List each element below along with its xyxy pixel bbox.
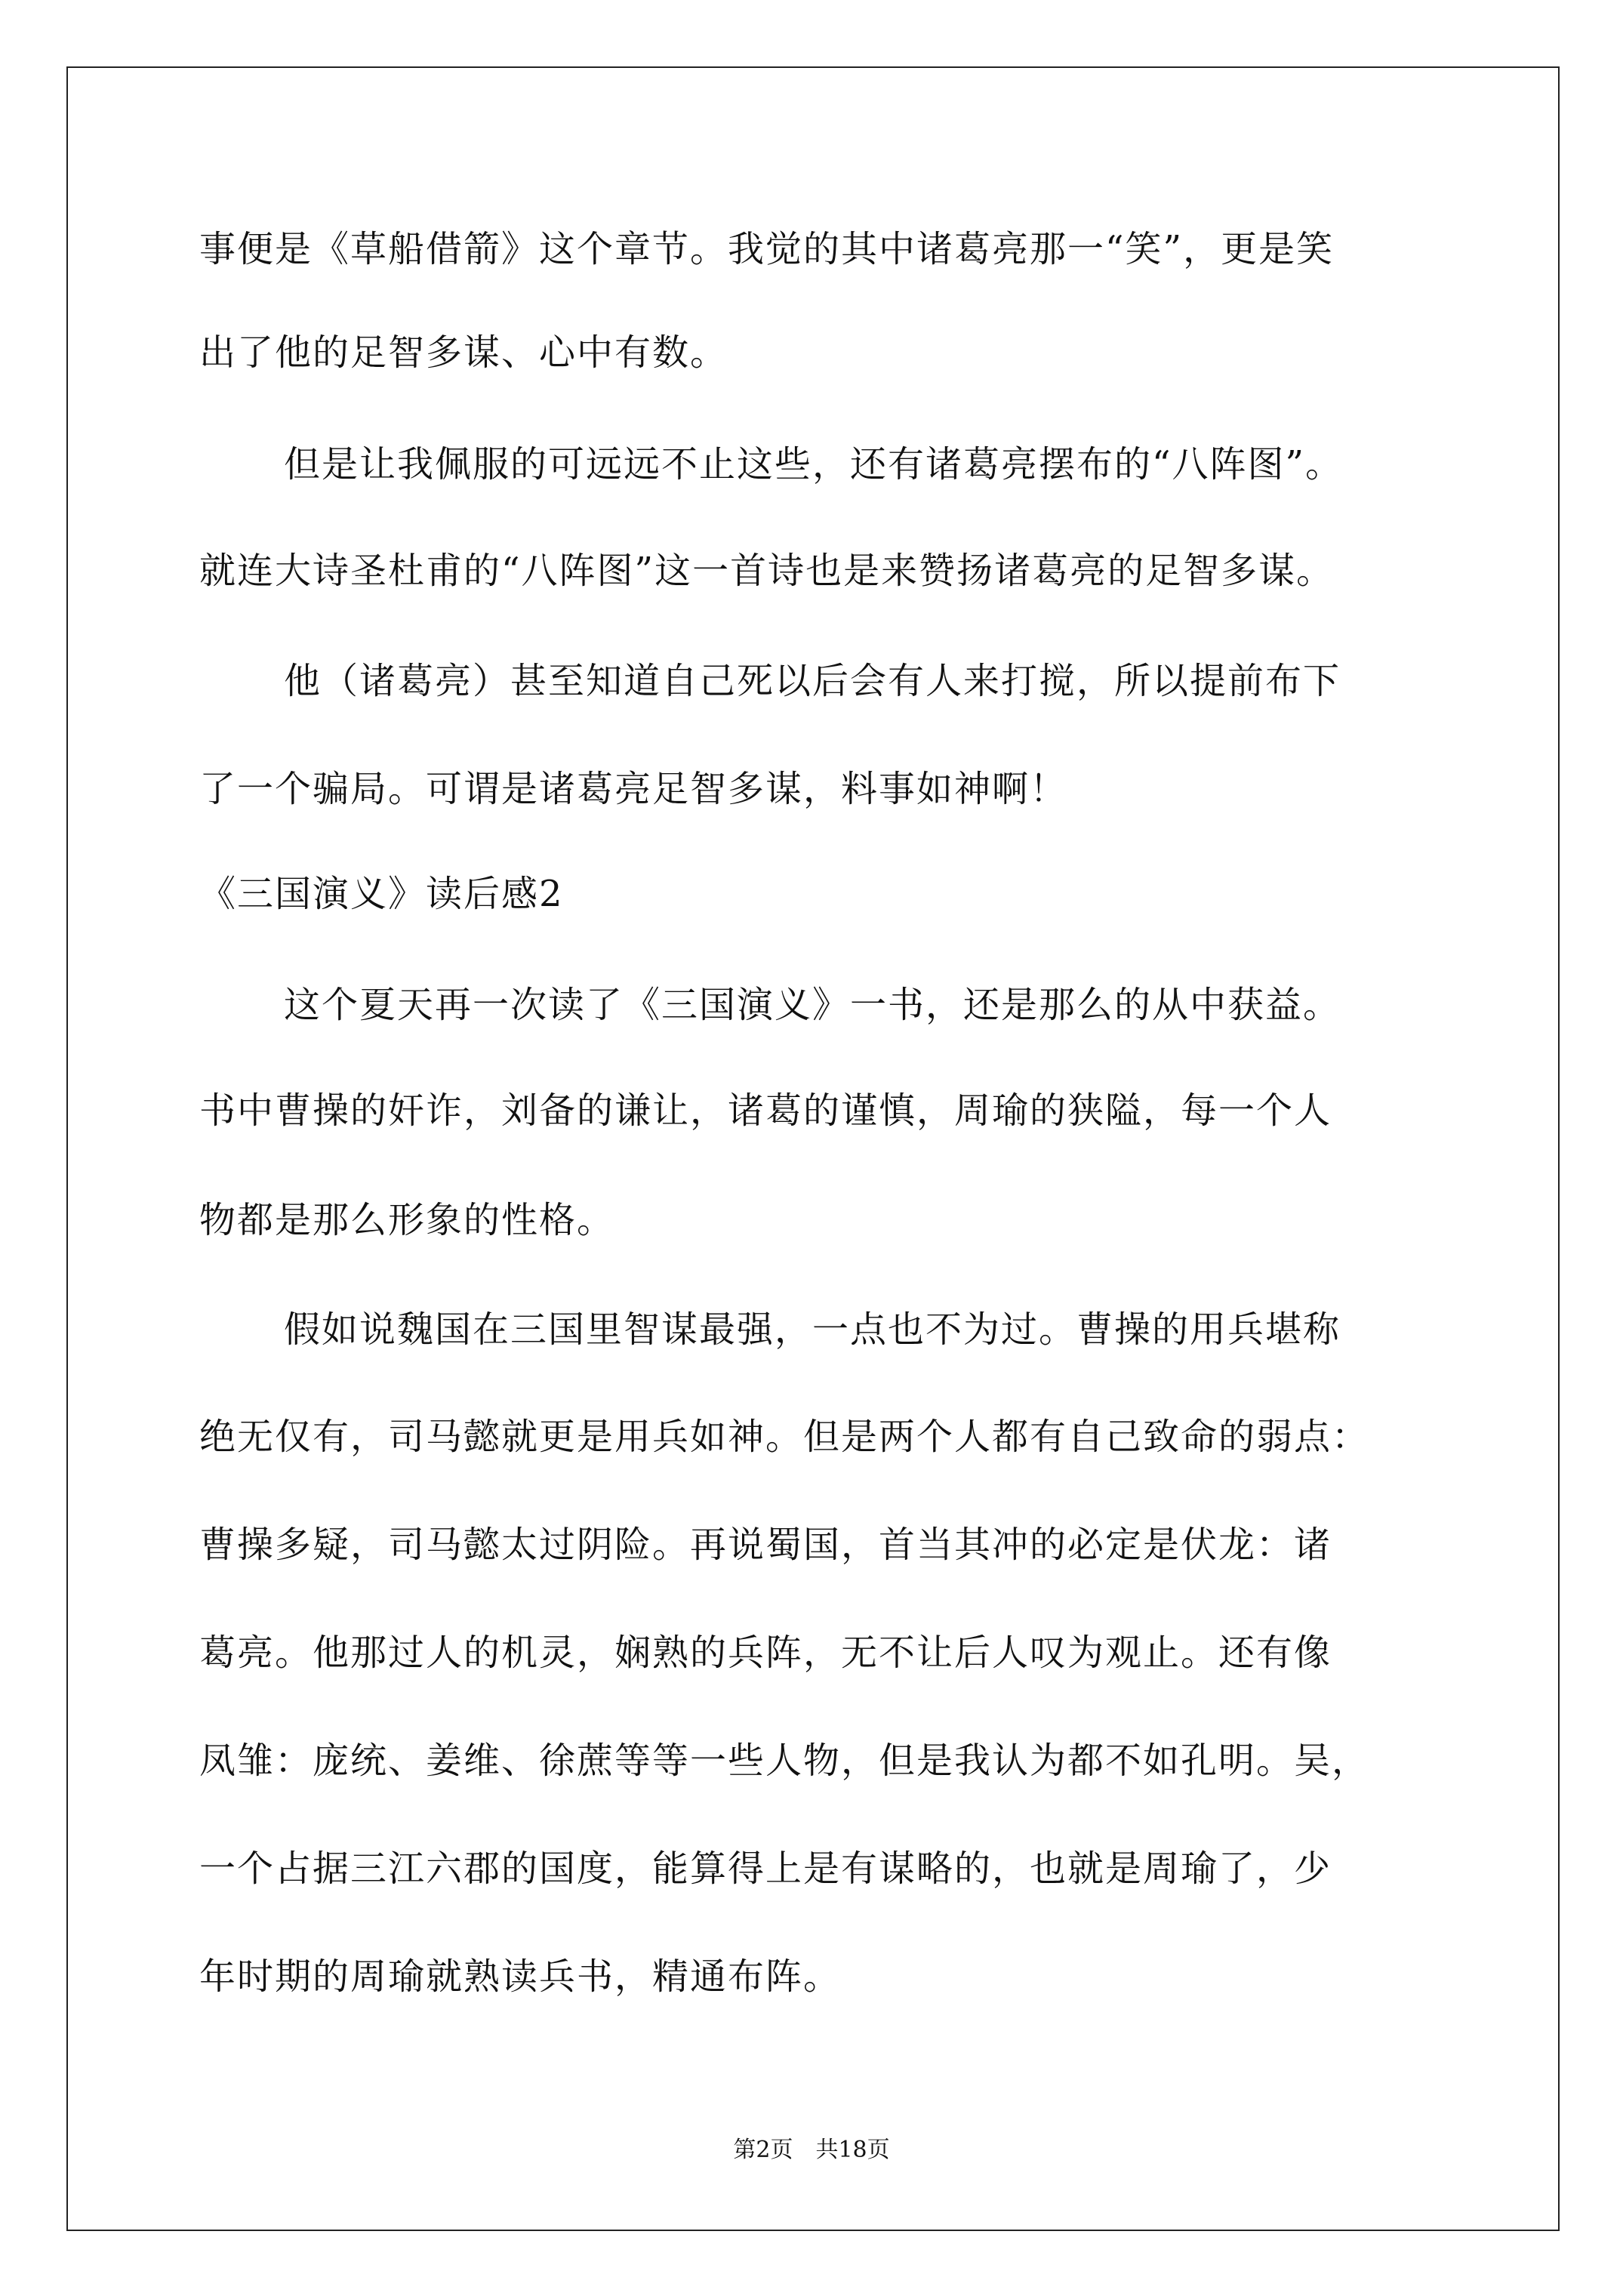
paragraph-line: 事便是《草船借箭》这个章节。我觉的其中诸葛亮那一“笑”，更是笑	[199, 228, 1335, 270]
page-border	[66, 66, 1560, 2231]
paragraph-line: 假如说魏国在三国里智谋最强，一点也不为过。曹操的用兵堪称	[284, 1308, 1341, 1351]
paragraph-line: 书中曹操的奸诈，刘备的谦让，诸葛的谨慎，周瑜的狭隘，每一个人	[199, 1089, 1332, 1132]
paragraph-line: 葛亮。他那过人的机灵，娴熟的兵阵，无不让后人叹为观止。还有像	[199, 1632, 1332, 1674]
paragraph-line: 出了他的足智多谋、心中有数。	[199, 331, 728, 374]
section-heading: 《三国演义》读后感2	[199, 873, 564, 915]
paragraph-line: 这个夏天再一次读了《三国演义》一书，还是那么的从中获益。	[284, 984, 1341, 1026]
paragraph-line: 他（诸葛亮）甚至知道自己死以后会有人来打搅，所以提前布下	[284, 660, 1341, 702]
paragraph-line: 一个占据三江六郡的国度，能算得上是有谋略的，也就是周瑜了，少	[199, 1848, 1332, 1890]
paragraph-line: 绝无仅有，司马懿就更是用兵如神。但是两个人都有自己致命的弱点：	[199, 1416, 1370, 1458]
paragraph-line: 了一个骗局。可谓是诸葛亮足智多谋，料事如神啊！	[199, 768, 1068, 810]
paragraph-line: 物都是那么形象的性格。	[199, 1199, 615, 1241]
paragraph-line: 曹操多疑，司马懿太过阴险。再说蜀国，首当其冲的必定是伏龙：诸	[199, 1524, 1332, 1566]
page-number-footer: 第2页 共18页	[733, 2137, 890, 2163]
paragraph-line: 凤雏：庞统、姜维、徐蔗等等一些人物，但是我认为都不如孔明。吴，	[199, 1740, 1370, 1782]
paragraph-line: 年时期的周瑜就熟读兵书，精通布阵。	[199, 1955, 842, 1998]
paragraph-line: 就连大诗圣杜甫的“八阵图”这一首诗也是来赞扬诸葛亮的足智多谋。	[199, 550, 1335, 592]
paragraph-line: 但是让我佩服的可远远不止这些，还有诸葛亮摆布的“八阵图”。	[284, 443, 1344, 485]
